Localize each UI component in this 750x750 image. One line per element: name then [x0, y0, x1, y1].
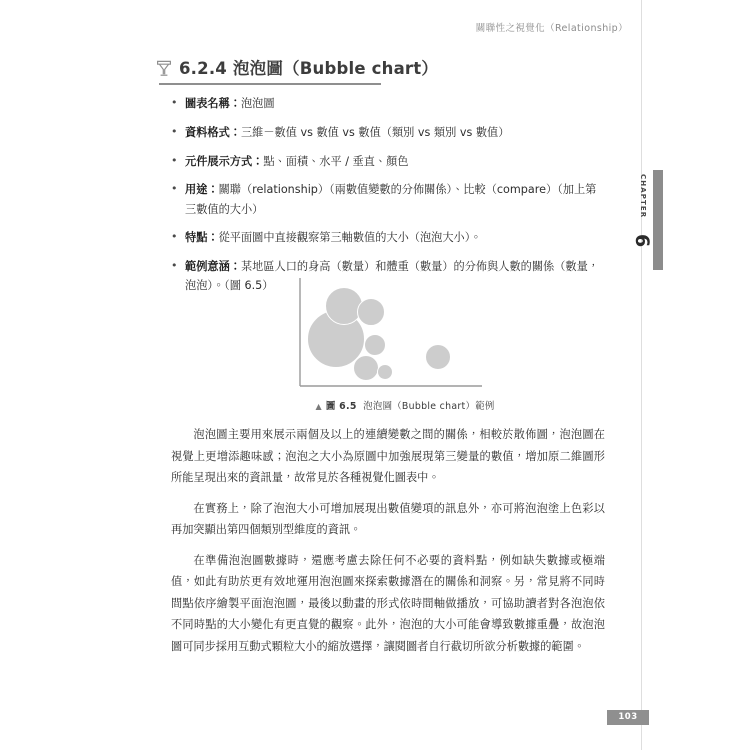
chapter-tab-word: CHAPTER	[639, 174, 647, 219]
bubble-point	[357, 298, 385, 326]
list-item	[171, 94, 601, 113]
list-item-text: 關聯（relationship）（兩數值變數的分佈關係）、比較（compare）（加上第三數值的大小）	[185, 183, 597, 216]
list-item-body	[185, 123, 601, 142]
bullet-marker: •	[171, 153, 178, 167]
bullet-marker: •	[171, 182, 178, 196]
bubble-point	[425, 344, 451, 370]
page-number-badge: 103	[607, 710, 649, 725]
list-item-label: 圖表名稱：	[185, 97, 241, 110]
bullet-marker: •	[171, 124, 178, 138]
list-item-text: 某地區人口的身高（數量）和體重（數量）的分佈與人數的關係（數量，泡泡）。（圖 6.5）	[185, 260, 599, 293]
list-item-body	[185, 94, 601, 113]
list-item	[171, 228, 601, 247]
paragraph: 泡泡圖主要用來展示兩個及以上的連續變數之間的關係，相較於散佈圖，泡泡圖在視覺上更增添趣味感；泡泡之大小為原圖中加強展現第三變量的數值，增加原二維圖形所能呈現出來的資訊量，故常見於各種視覺化圖表中。	[171, 428, 605, 484]
paragraph: 在實務上，除了泡泡大小可增加展現出數值變項的訊息外，亦可將泡泡塗上色彩以再加突顯出第四個類別型維度的資訊。	[171, 501, 605, 536]
chapter-tab-number: 6	[631, 234, 653, 248]
list-item-label: 資料格式：	[185, 125, 241, 139]
page-title: 6.2.4 泡泡圖（Bubble chart）	[179, 59, 439, 78]
caption-marker-icon: ▲	[315, 402, 322, 411]
list-item	[171, 180, 601, 219]
figure-number: 圖 6.5	[325, 401, 357, 412]
list-item-label: 用途：	[185, 183, 219, 197]
gutter-divider	[641, 0, 642, 750]
bubble-point	[364, 334, 386, 356]
heading-underline	[159, 83, 381, 85]
chapter-tab-bar	[653, 170, 663, 270]
bullet-marker: •	[171, 96, 178, 109]
bubble-point	[353, 355, 379, 381]
paragraph: 在準備泡泡圖數據時，還應考慮去除任何不必要的資料點，例如缺失數據或極端值，如此有助於更有效地運用泡泡圖來探索數據潛在的關係和洞察。另，常見將不同時間點依序繪製平面泡泡圖，最後以動畫的形式依時間軸做播放，可協助讀者對各泡泡依不同時點的大小變化有更直覺的觀察。此外，泡泡的大小可能會導致數據重疊，故泡泡圖可同步採用互動式顆粒大小的縮放選擇，讓閱圖者自行截切所欲分析數據的範圍。	[171, 553, 605, 653]
bubble-point	[377, 364, 393, 380]
list-item-text: 三維－數值 vs 數值 vs 數值（類別 vs 類別 vs 數值）	[240, 125, 510, 139]
spec-bullet-list	[171, 94, 601, 305]
list-item-body	[185, 152, 601, 171]
funnel-icon	[156, 59, 172, 78]
figure-caption	[240, 398, 570, 412]
list-item-label: 特點：	[185, 231, 219, 245]
figure-caption-text: 泡泡圖（Bubble chart）範例	[363, 401, 495, 412]
bullet-marker: •	[171, 230, 178, 244]
list-item	[171, 123, 601, 142]
running-header: 關聯性之視覺化（Relationship）	[475, 23, 628, 34]
list-item-body	[185, 180, 601, 219]
list-item-label: 元件展示方式：	[185, 154, 264, 168]
list-item-body	[185, 228, 601, 247]
list-item	[171, 152, 601, 171]
body-copy	[171, 424, 605, 666]
bullet-marker: •	[171, 259, 178, 273]
bubble-chart-figure	[296, 276, 486, 391]
list-item-text: 從平面圖中直接觀察第三軸數值的大小（泡泡大小）。	[218, 231, 482, 245]
list-item-text: 泡泡圖	[240, 97, 275, 110]
list-item-label: 範例意涵：	[185, 260, 241, 274]
list-item-text: 點、面積、水平 / 垂直、顏色	[263, 154, 409, 168]
section-heading	[156, 55, 476, 85]
chapter-tab	[623, 160, 669, 280]
